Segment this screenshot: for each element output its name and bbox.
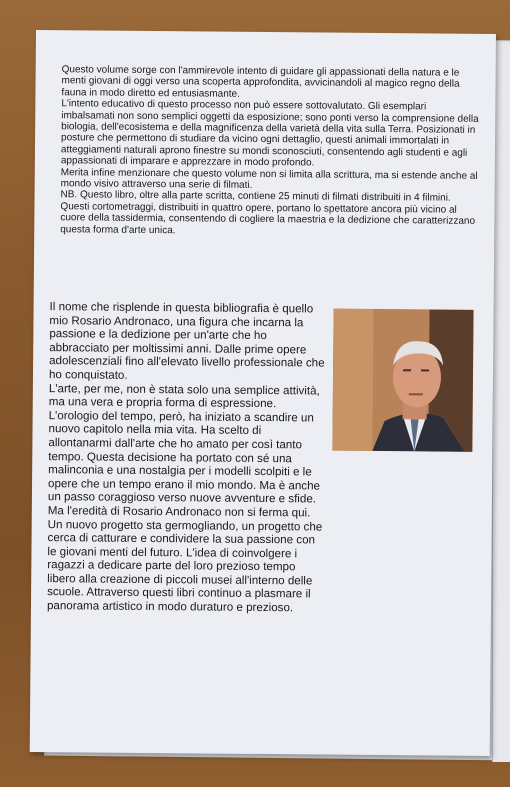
bio-paragraph: L'arte, per me, non è stata solo una semplice attività, ma una vera e propria forma di espressione.	[48, 381, 320, 411]
intro-paragraph: Questo volume sorge con l'ammirevole intento di guidare gli appassionati della natura e le menti giovani di oggi verso una scoperta approfondita, avvicinandoli al magico regno della fauna in modo diretto ed entusiasmante.	[61, 64, 460, 100]
intro-paragraph: Questi cortometraggi, distribuiti in quattro opere, portano lo spettatore ancora più vicino al cuore della tassidermia, consentendo di cogliere la maestria e la dedizione che caratterizzano questa forma d'arte unica.	[60, 201, 476, 236]
bio-paragraph: Ma l'eredità di Rosario Andronaco non si ferma qui. Un nuovo progetto sta germogliando, un progetto che cerca di catturare e condividere la sua passione con le giovani menti del futuro. L'idea di coinvolgere i ragazzi a dedicare parte del loro prezioso tempo libero alla creazione di piccoli musei all'interno delle scuole. Attraverso questi libri continuo a plasmare il panorama artistico in modo duraturo e prezioso.	[46, 504, 323, 615]
book-page	[30, 30, 496, 756]
intro-paragraph: NB. Questo libro, oltre alla parte scritta, contiene 25 minuti di filmati distribuiti in 4 filmini.	[60, 189, 451, 205]
bio-paragraph: L'orologio del tempo, però, ha iniziato a scandire un nuovo capitolo nella mia vita. Ha scelto di allontanarmi dall'arte che ho amato per così tanto tempo. Questa decisione ha portato con sé una malinconia e una nostalgia per i modelli scolpiti e le opere che un tempo erano il mio mondo. Ma è anche un passo coraggioso verso nuove avventure e sfide.	[47, 408, 321, 506]
portrait-photo	[332, 309, 473, 452]
intro-paragraph: L'intento educativo di questo processo non può essere sottovalutato. Gli esemplari imbalsamati non sono semplici oggetti da esposizione; sono ponti verso la comprensione della biologia, dell'ecosistema e della magnificenza della varietà della vita sulla Terra. Posizionati in posture che permettono di studiare da vicino ogni dettaglio, questi animali immortalati in atteggiamenti naturali aprono finestre su mondi sconosciuti, consentendo agli studenti e agli appassionati di imparare e apprezzare in modo profondo.	[60, 98, 479, 169]
bio-text	[47, 300, 328, 615]
bio-paragraph: Il nome che risplende in questa bibliografia è quello mio Rosario Andronaco, una figura che incarna la passione e la dedizione per un'arte che ho abbracciato per moltissimi anni. Dalle prime opere adolescenziali fino all'elevato livello professionale che ho conquistato.	[48, 300, 325, 382]
intro-paragraph: Merita infine menzionare che questo volume non si limita alla scrittura, ma si estende anche al mondo visivo attraverso una serie di filmati.	[60, 166, 478, 191]
intro-text	[60, 64, 479, 239]
